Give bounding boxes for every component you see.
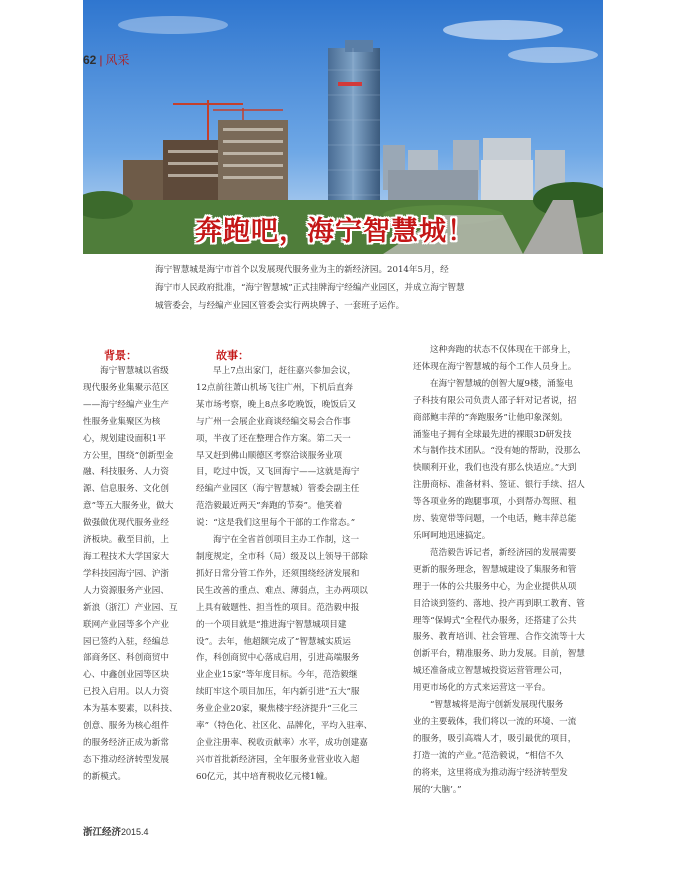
text-line: 创意、服务为核心组件 xyxy=(83,721,169,732)
text-line: 园已签约入驻，经编总 xyxy=(83,636,169,647)
text-line: 已投入启用。以人力资 xyxy=(83,687,169,698)
text-line: 方公里，围绕“创新型金 xyxy=(83,450,174,461)
text-line: 快顺利开业，我们也没有那么快适应。”大到 xyxy=(413,463,577,474)
text-line: 理于一体的公共服务中心，为企业提供从项 xyxy=(413,581,577,592)
text-line: 源、信息服务、文化创 xyxy=(83,484,169,495)
caption-line: 城管委会，与经编产业园区管委会实行两块牌子、一套班子运作。 xyxy=(155,301,405,311)
text-line: 性服务业集聚区为核 xyxy=(83,416,161,427)
text-line: 乐呵呵地迅速搞定。 xyxy=(413,530,491,541)
text-line: 子科技有限公司负责人邵子轩对记者说，招 xyxy=(413,395,577,406)
text-line: 与广州一会展企业商谈经编交易会合作事 xyxy=(196,416,351,427)
text-line: 作，科创商贸中心落成启用，引进高端服务 xyxy=(196,653,360,664)
text-line: 项，半夜了还在整理合作方案。第二天一 xyxy=(196,433,351,444)
text-line: 海宁在全省首创项目主办工作制，这一 xyxy=(213,535,360,546)
text-line: 理等“保姆式”全程代办服务，还搭建了公共 xyxy=(413,615,577,626)
text-line: 服务、教育培训、社会管理、合作交流等十大 xyxy=(413,632,585,643)
text-line: 态下推动经济转型发展 xyxy=(83,754,169,765)
text-line: 某市场考察，晚上8点多吃晚饭，晚饭后又 xyxy=(196,399,357,410)
text-line: 的将来，这里将成为推动海宁经济转型发 xyxy=(413,767,568,778)
text-line: 联网产业园等多个产业 xyxy=(83,619,169,630)
text-line: 人力资源服务产业园、 xyxy=(83,585,169,596)
text-line: 这种奔跑的状态不仅体现在干部身上， xyxy=(430,345,577,355)
text-line: 早上7点出家门，赶往嘉兴参加会议， xyxy=(213,366,356,376)
article-headline: 奔跑吧，海宁智慧城！ xyxy=(195,216,475,247)
text-line: 心，规划建设面积1平 xyxy=(83,433,166,444)
text-line: 率”（特色化、社区化、品牌化，平均入驻率、 xyxy=(196,721,373,732)
background-heading: 背景： xyxy=(104,349,137,362)
text-line: 范浩毅最近两天“奔跑的节奏”。他笑着 xyxy=(196,501,343,512)
text-line: 展的‘大脑’。” xyxy=(413,784,462,795)
text-line: 城还准备成立智慧城投资运营管理公司， xyxy=(413,666,568,677)
text-line: 的服务，吸引高端人才，吸引最优的项目， xyxy=(413,733,577,744)
text-line: 业企业15家”等年度目标。今年，范浩毅继 xyxy=(196,670,358,681)
story-heading: 故事： xyxy=(216,349,249,362)
text-line: 抓好日常分管工作外，还须围绕经济发展和 xyxy=(196,568,360,579)
text-line: 早又赶到佛山顺德区考察洽谈服务业项 xyxy=(196,450,343,461)
text-line: 融、科技服务、人力资 xyxy=(83,467,169,478)
text-line: 设”。去年，他超额完成了“智慧城实质运 xyxy=(196,636,351,647)
text-line: 部商务区、科创商贸中 xyxy=(83,653,169,664)
text-line: 民生改善的重点、难点、薄弱点，主办两项以 xyxy=(196,585,368,596)
text-line: 学科技园海宁园、沪浙 xyxy=(83,568,169,579)
text-line: 的一个项目就是“推进海宁智慧城项目建 xyxy=(196,619,347,630)
text-line: 打造一流的产业。”范浩毅说，“相信不久 xyxy=(413,750,564,761)
text-line: 制度规定，全市科（局）级及以上领导干部除 xyxy=(196,551,368,562)
text-line: 还体现在海宁智慧城的每个工作人员身上。 xyxy=(413,361,577,372)
text-line: 涌鉴电子拥有全球最先进的裸眼3D研发技 xyxy=(413,429,572,440)
text-line: 济板块。截至目前，上 xyxy=(83,535,169,546)
text-line: 更新的服务理念，智慧城建设了集服务和管 xyxy=(413,564,577,575)
text-line: 海宁智慧城以省级 xyxy=(100,366,169,376)
text-line: 兴市首批新经济园，全年服务业营业收入超 xyxy=(196,754,360,765)
text-line: “智慧城将是海宁创新发展现代服务 xyxy=(430,700,564,711)
caption-line: 海宁智慧城是海宁市首个以发展现代服务业为主的新经济园。2014年5月，经 xyxy=(155,265,449,275)
folio-separator: | xyxy=(99,53,103,67)
text-line: 目洽谈到签约、落地、投产再到职工教育、管 xyxy=(413,598,585,609)
text-line: 业的主要载体，我们将以一流的环境、一流 xyxy=(413,716,577,727)
text-line: 的新模式。 xyxy=(83,771,126,782)
story-column xyxy=(196,363,396,786)
page-folio xyxy=(83,52,130,68)
text-line: ——海宁经编产业生产 xyxy=(83,399,169,410)
issue-date: 2015.4 xyxy=(121,827,149,837)
text-line: 经编产业园区（海宁智慧城）管委会副主任 xyxy=(196,484,360,495)
photo-caption xyxy=(155,261,533,315)
text-line: 的服务经济正成为新常 xyxy=(83,737,169,748)
text-line: 企业注册率、税收贡献率）水平，成功创建嘉 xyxy=(196,737,368,748)
magazine-name: 浙江经济 xyxy=(83,827,122,838)
caption-line: 海宁市人民政府批准，“海宁智慧城”正式挂牌海宁经编产业园区，并成立海宁智慧 xyxy=(155,283,465,293)
text-line: 本为基本要素，以科技、 xyxy=(83,704,178,715)
text-line: 等各项业务的跑腿事项，小到帮办驾照、租 xyxy=(413,497,577,508)
continued-column xyxy=(413,342,609,798)
text-line: 在海宁智慧城的创智大厦9楼，涌鉴电 xyxy=(430,378,573,389)
section-name: 风采 xyxy=(105,53,130,67)
text-line: 新浪（浙江）产业园、互 xyxy=(83,602,178,613)
text-line: 商部鲍丰萍的“奔跑服务”让他印象深刻。 xyxy=(413,412,568,423)
text-line: 范浩毅告诉记者，新经济园的发展需要 xyxy=(430,547,577,558)
text-line: 心、中鑫创业园等区块 xyxy=(83,670,169,681)
text-line: 海工程技术大学国家大 xyxy=(83,551,169,562)
text-line: 注册商标、准备材料、签证、银行手续、招人 xyxy=(413,480,585,491)
text-line: 术与制作技术团队。“没有她的帮助，没那么 xyxy=(413,446,581,457)
text-line: 60亿元，其中培育税收亿元楼1幢。 xyxy=(196,771,333,782)
text-line: 意”等五大服务业，做大 xyxy=(83,501,174,512)
text-line: 现代服务业集聚示范区 xyxy=(83,382,169,393)
text-line: 房、装宽带等问题，一个电话，鲍丰萍总能 xyxy=(413,514,577,525)
page-footer xyxy=(83,824,149,838)
text-line: 创新平台，精准服务、助力发展。目前，智慧 xyxy=(413,649,585,660)
text-line: 上具有破题性、担当性的项目。范浩毅申报 xyxy=(196,602,360,613)
text-line: 用更市场化的方式来运营这一平台。 xyxy=(413,683,551,694)
text-line: 说：“这是我们这里每个干部的工作常态。” xyxy=(196,518,356,529)
text-line: 做强做优现代服务业经 xyxy=(83,518,169,529)
text-line: 12点前往萧山机场飞往广州，下机后直奔 xyxy=(196,382,354,393)
background-column xyxy=(83,363,189,786)
text-line: 务业企业20家，聚焦楼宇经济提升“三化三 xyxy=(196,704,358,715)
text-line: 目，吃过中饭，又飞回海宁——这就是海宁 xyxy=(196,467,360,478)
page-number: 62 xyxy=(83,53,97,67)
text-line: 续盯牢这个项目加压，年内新引进“五大”服 xyxy=(196,687,360,698)
